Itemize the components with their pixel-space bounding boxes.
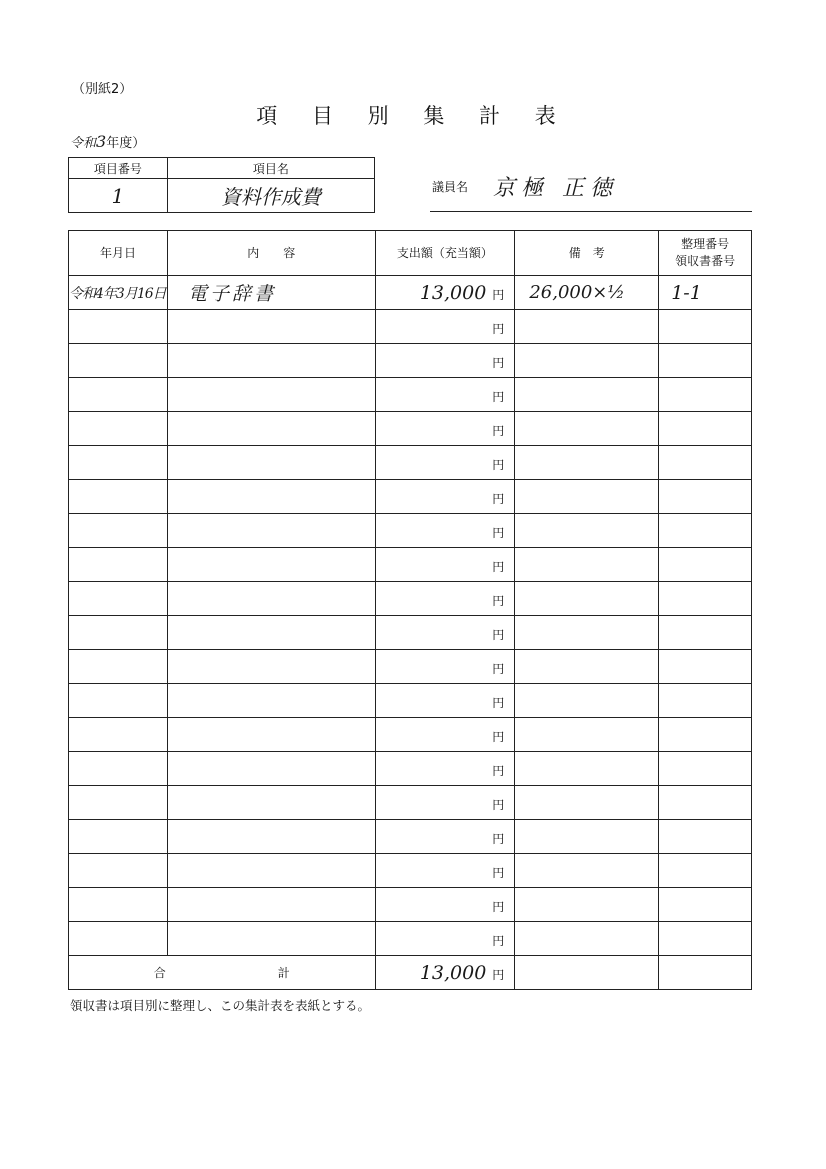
yen-unit: 円 bbox=[492, 321, 505, 336]
table-row bbox=[69, 548, 752, 582]
row-ref-number bbox=[659, 854, 752, 888]
table-row bbox=[69, 752, 752, 786]
member-name: 京極 正徳 bbox=[493, 176, 618, 201]
row-amount bbox=[375, 548, 515, 582]
yen-unit: 円 bbox=[492, 763, 505, 778]
table-row bbox=[69, 718, 752, 752]
row-date bbox=[69, 786, 168, 820]
amount-header: 支出額（充当額） bbox=[375, 231, 515, 276]
row-ref-number bbox=[659, 786, 752, 820]
table-row bbox=[69, 616, 752, 650]
row-ref-number bbox=[659, 752, 752, 786]
row-date bbox=[69, 514, 168, 548]
total-remarks bbox=[515, 956, 659, 990]
row-content bbox=[167, 888, 375, 922]
yen-unit: 円 bbox=[492, 457, 505, 472]
row-ref-number bbox=[659, 548, 752, 582]
row-remarks bbox=[515, 786, 659, 820]
row-amount bbox=[375, 718, 515, 752]
row-ref-number bbox=[659, 684, 752, 718]
total-ref-number bbox=[659, 956, 752, 990]
row-date bbox=[69, 888, 168, 922]
table-row bbox=[69, 582, 752, 616]
item-name-value: 資料作成費 bbox=[167, 179, 374, 213]
row-content bbox=[167, 412, 375, 446]
fiscal-year-suffix: 年度） bbox=[106, 136, 146, 151]
row-remarks bbox=[515, 412, 659, 446]
row-content bbox=[167, 378, 375, 412]
annex-label: （別紙2） bbox=[72, 82, 133, 97]
row-remarks bbox=[515, 718, 659, 752]
table-row bbox=[69, 786, 752, 820]
row-content bbox=[167, 786, 375, 820]
row-content bbox=[167, 650, 375, 684]
row-remarks bbox=[515, 344, 659, 378]
row-content bbox=[167, 684, 375, 718]
yen-unit: 円 bbox=[492, 729, 505, 744]
row-amount bbox=[375, 684, 515, 718]
row-date bbox=[69, 820, 168, 854]
row-ref-number bbox=[659, 616, 752, 650]
total-amount-value: 13,000 bbox=[419, 961, 487, 984]
yen-unit: 円 bbox=[492, 797, 505, 812]
row-ref-number bbox=[659, 344, 752, 378]
row-date bbox=[69, 582, 168, 616]
member-label: 議員名 bbox=[432, 180, 469, 194]
table-row bbox=[69, 888, 752, 922]
row-content bbox=[167, 718, 375, 752]
row-ref-number bbox=[659, 480, 752, 514]
row-remarks bbox=[515, 514, 659, 548]
member-underline bbox=[430, 211, 752, 212]
ref-number-header bbox=[659, 231, 752, 276]
row-date bbox=[69, 922, 168, 956]
yen-unit: 円 bbox=[492, 389, 505, 404]
row-amount bbox=[375, 514, 515, 548]
table-row bbox=[69, 310, 752, 344]
row-amount-value: 13,000 bbox=[419, 281, 487, 304]
footnote: 領収書は項目別に整理し、この集計表を表紙とする。 bbox=[70, 998, 371, 1013]
row-ref-number bbox=[659, 922, 752, 956]
row-date bbox=[69, 548, 168, 582]
yen-unit: 円 bbox=[492, 831, 505, 846]
date-header: 年月日 bbox=[69, 231, 168, 276]
row-remarks bbox=[515, 854, 659, 888]
row-remarks bbox=[515, 752, 659, 786]
row-remarks bbox=[515, 378, 659, 412]
row-date bbox=[69, 616, 168, 650]
total-row bbox=[69, 956, 752, 990]
yen-unit: 円 bbox=[492, 899, 505, 914]
row-content bbox=[167, 854, 375, 888]
yen-unit: 円 bbox=[492, 933, 505, 948]
row-date bbox=[69, 446, 168, 480]
row-amount bbox=[375, 752, 515, 786]
row-date bbox=[69, 718, 168, 752]
row-ref-number bbox=[659, 310, 752, 344]
expense-table bbox=[68, 230, 752, 990]
row-amount bbox=[375, 344, 515, 378]
row-amount bbox=[375, 854, 515, 888]
row-ref-number bbox=[659, 582, 752, 616]
row-date bbox=[69, 854, 168, 888]
row-remarks: 26,000×½ bbox=[515, 276, 659, 310]
yen-unit: 円 bbox=[492, 525, 505, 540]
row-content bbox=[167, 514, 375, 548]
table-row bbox=[69, 854, 752, 888]
row-content bbox=[167, 582, 375, 616]
row-ref-number: 1-1 bbox=[659, 276, 752, 310]
row-amount bbox=[375, 922, 515, 956]
ref-header-line2: 領収書番号 bbox=[675, 254, 736, 268]
row-remarks bbox=[515, 684, 659, 718]
row-ref-number bbox=[659, 378, 752, 412]
row-date bbox=[69, 752, 168, 786]
row-content bbox=[167, 480, 375, 514]
row-remarks bbox=[515, 446, 659, 480]
row-date bbox=[69, 412, 168, 446]
table-header-row bbox=[69, 231, 752, 276]
table-row bbox=[69, 378, 752, 412]
table-row bbox=[69, 650, 752, 684]
row-remarks bbox=[515, 616, 659, 650]
row-remarks bbox=[515, 922, 659, 956]
table-row bbox=[69, 480, 752, 514]
yen-unit: 円 bbox=[492, 559, 505, 574]
yen-unit: 円 bbox=[492, 967, 505, 982]
yen-unit: 円 bbox=[492, 695, 505, 710]
row-remarks bbox=[515, 548, 659, 582]
row-ref-number bbox=[659, 718, 752, 752]
remarks-header: 備 考 bbox=[515, 231, 659, 276]
content-header: 内 容 bbox=[167, 231, 375, 276]
row-amount bbox=[375, 446, 515, 480]
yen-unit: 円 bbox=[492, 627, 505, 642]
item-number-value: 1 bbox=[69, 179, 168, 213]
row-date: 令和4年3月16日 bbox=[69, 276, 168, 310]
form-title: 項 目 別 集 計 表 bbox=[256, 104, 570, 128]
row-amount bbox=[375, 480, 515, 514]
row-ref-number bbox=[659, 412, 752, 446]
row-remarks bbox=[515, 650, 659, 684]
row-content bbox=[167, 752, 375, 786]
row-date bbox=[69, 378, 168, 412]
row-remarks bbox=[515, 480, 659, 514]
table-row bbox=[69, 514, 752, 548]
fiscal-year-era: 令和 bbox=[70, 136, 97, 151]
table-row bbox=[69, 412, 752, 446]
row-remarks bbox=[515, 888, 659, 922]
yen-unit: 円 bbox=[492, 355, 505, 370]
row-date bbox=[69, 480, 168, 514]
table-row bbox=[69, 922, 752, 956]
yen-unit: 円 bbox=[492, 593, 505, 608]
item-number-header: 項目番号 bbox=[69, 158, 168, 179]
row-amount bbox=[375, 412, 515, 446]
row-remarks bbox=[515, 820, 659, 854]
row-date bbox=[69, 684, 168, 718]
row-ref-number bbox=[659, 820, 752, 854]
row-amount bbox=[375, 650, 515, 684]
row-content bbox=[167, 820, 375, 854]
row-content: 電子辞書 bbox=[167, 276, 375, 310]
table-row bbox=[69, 344, 752, 378]
fiscal-year bbox=[70, 132, 145, 151]
item-name-header: 項目名 bbox=[167, 158, 374, 179]
row-amount bbox=[375, 888, 515, 922]
yen-unit: 円 bbox=[492, 865, 505, 880]
row-content bbox=[167, 310, 375, 344]
yen-unit: 円 bbox=[492, 661, 505, 676]
table-row bbox=[69, 684, 752, 718]
row-content bbox=[167, 446, 375, 480]
row-ref-number bbox=[659, 650, 752, 684]
yen-unit: 円 bbox=[492, 287, 505, 302]
yen-unit: 円 bbox=[492, 491, 505, 506]
table-row bbox=[69, 820, 752, 854]
yen-unit: 円 bbox=[492, 423, 505, 438]
row-amount bbox=[375, 276, 515, 310]
row-amount bbox=[375, 378, 515, 412]
row-ref-number bbox=[659, 888, 752, 922]
row-content bbox=[167, 922, 375, 956]
row-date bbox=[69, 344, 168, 378]
row-content bbox=[167, 344, 375, 378]
ref-header-line1: 整理番号 bbox=[681, 237, 730, 251]
total-label: 合 計 bbox=[69, 956, 376, 990]
table-row bbox=[69, 276, 752, 310]
table-row bbox=[69, 446, 752, 480]
row-remarks bbox=[515, 310, 659, 344]
row-amount bbox=[375, 820, 515, 854]
row-date bbox=[69, 310, 168, 344]
row-remarks bbox=[515, 582, 659, 616]
row-amount bbox=[375, 582, 515, 616]
row-content bbox=[167, 548, 375, 582]
row-amount bbox=[375, 616, 515, 650]
row-amount bbox=[375, 786, 515, 820]
row-date bbox=[69, 650, 168, 684]
fiscal-year-number: 3 bbox=[96, 132, 107, 151]
row-ref-number bbox=[659, 446, 752, 480]
row-content bbox=[167, 616, 375, 650]
row-ref-number bbox=[659, 514, 752, 548]
item-table bbox=[68, 157, 375, 213]
row-amount bbox=[375, 310, 515, 344]
total-amount bbox=[375, 956, 515, 990]
